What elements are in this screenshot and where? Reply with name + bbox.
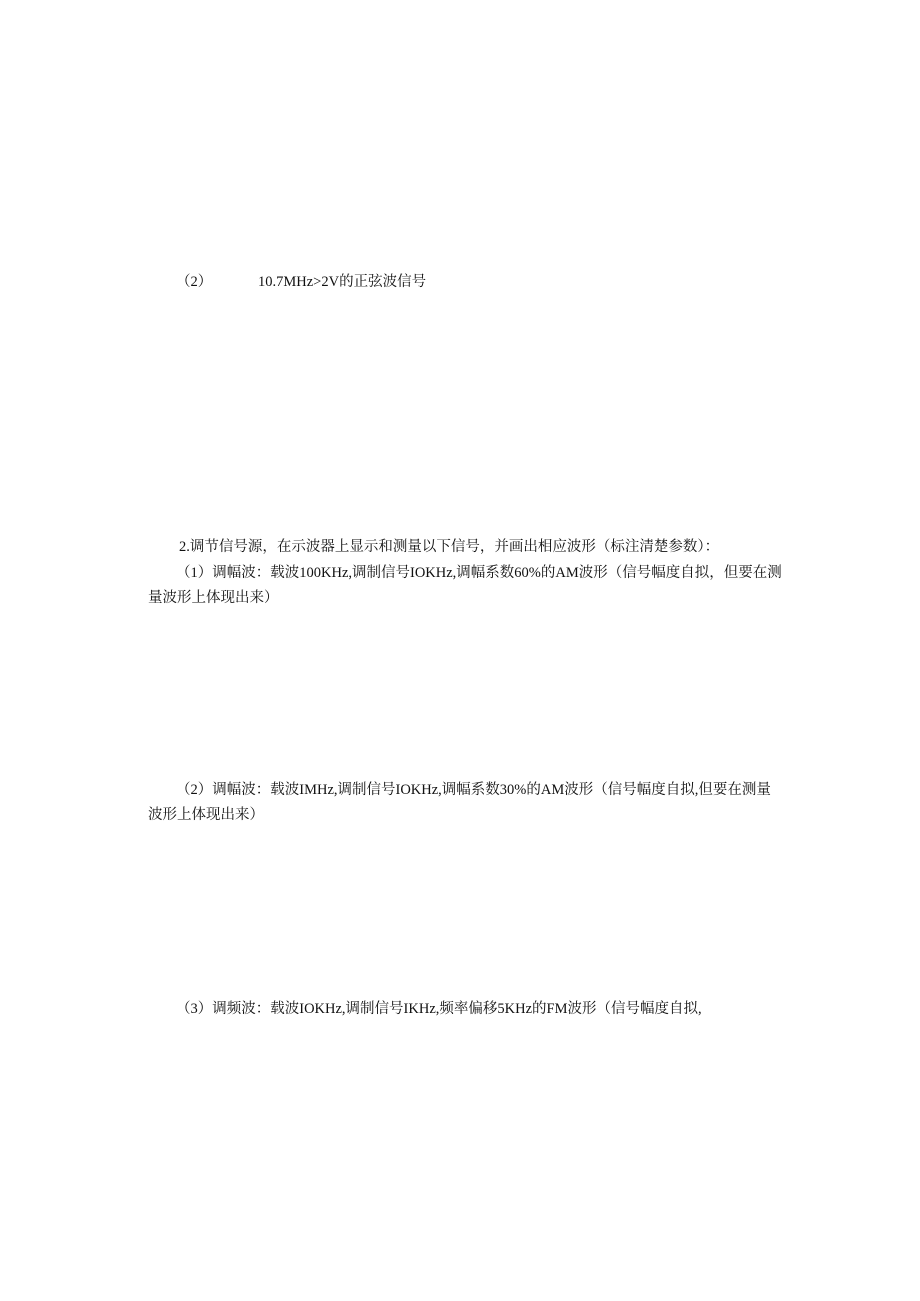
item-number: （2） [176, 274, 213, 290]
item-2-2-line1: （2）调幅波：载波IMHz,调制信号IOKHz,调幅系数30%的AM波形（信号幅度自拟,但要在测量 [176, 782, 771, 798]
item-text: 10.7MHz>2V的正弦波信号 [258, 274, 427, 290]
item-1-2 [176, 272, 426, 292]
item-2-1-line1: （1）调幅波：载波100KHz,调制信号IOKHz,调幅系数60%的AM波形（信号幅度自拟，但要在测 [176, 565, 782, 581]
item-2-2-line2: 波形上体现出来） [148, 807, 264, 823]
item-2-1-line2: 量波形上体现出来） [148, 590, 279, 606]
section-2-heading: 2.调节信号源，在示波器上显示和测量以下信号，并画出相应波形（标注清楚参数）： [179, 539, 720, 555]
item-2-3-line1: （3）调频波：载波IOKHz,调制信号IKHz,频率偏移5KHz的FM波形（信号幅度自拟, [176, 1001, 702, 1017]
